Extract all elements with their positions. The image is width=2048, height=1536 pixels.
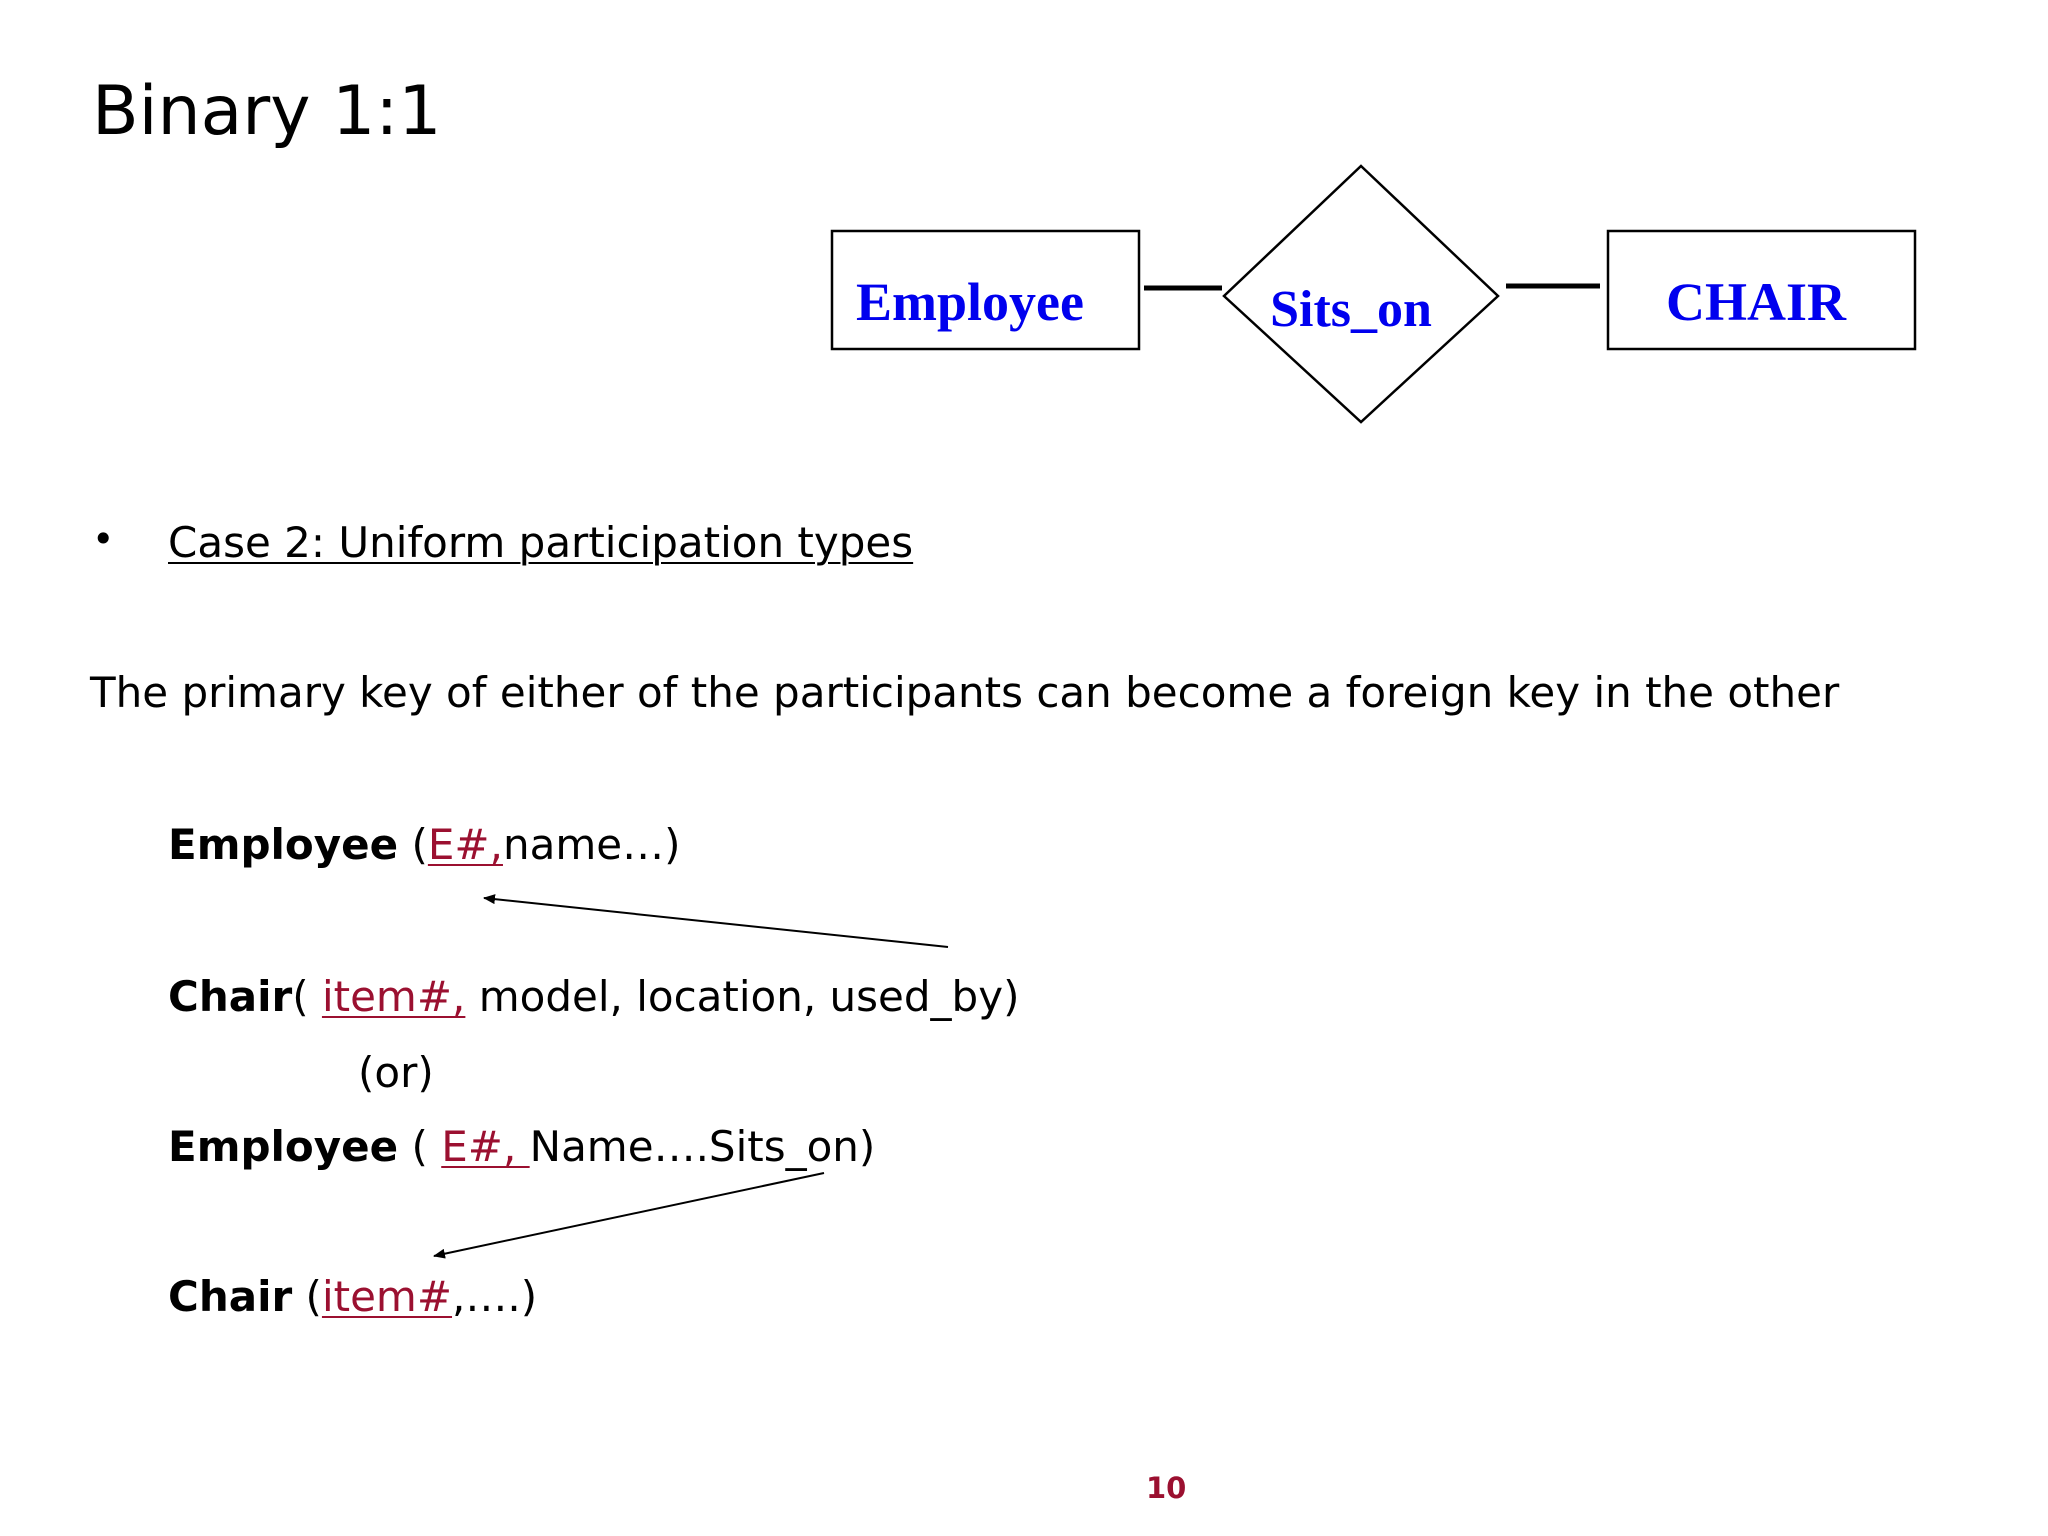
sits-on-relationship-label: Sits_on	[1270, 281, 1432, 338]
or-separator: (or)	[358, 1048, 434, 1097]
relation-key: E#,	[441, 1122, 530, 1171]
relation-attributes: ,….)	[452, 1272, 538, 1321]
relation-attributes: Name….Sits_on)	[529, 1122, 876, 1171]
relation-entity-name: Chair	[168, 972, 293, 1021]
slide-title: Binary 1:1	[92, 72, 442, 151]
relation-chair-1	[168, 972, 1020, 1021]
relation-attributes: model, location, used_by)	[465, 972, 1020, 1021]
arrow-employee-to-chair	[434, 1173, 824, 1256]
relation-open: (	[398, 1122, 442, 1171]
relation-open: (	[292, 1272, 322, 1321]
relation-entity-name: Employee	[168, 820, 399, 869]
statement-text: The primary key of either of the participants can become a foreign key in the other	[90, 668, 1840, 717]
relation-key: item#	[321, 1272, 453, 1321]
page-number: 10	[1146, 1471, 1187, 1505]
relation-key: E#,	[427, 820, 503, 869]
relation-key: item#,	[321, 972, 466, 1021]
arrow-chair-to-employee	[484, 898, 948, 947]
bullet-marker: •	[92, 517, 115, 561]
relation-open: (	[292, 972, 322, 1021]
relation-entity-name: Chair	[168, 1272, 293, 1321]
employee-entity-label: Employee	[856, 272, 1084, 332]
case-heading: Case 2: Uniform participation types	[168, 518, 914, 567]
relation-chair-2	[168, 1272, 538, 1321]
relation-employee-2	[168, 1122, 876, 1171]
chair-entity-label: CHAIR	[1665, 272, 1847, 332]
relation-open: (	[398, 820, 428, 869]
relation-entity-name: Employee	[168, 1122, 399, 1171]
relation-employee-1	[168, 820, 681, 869]
relation-attributes: name…)	[502, 820, 681, 869]
